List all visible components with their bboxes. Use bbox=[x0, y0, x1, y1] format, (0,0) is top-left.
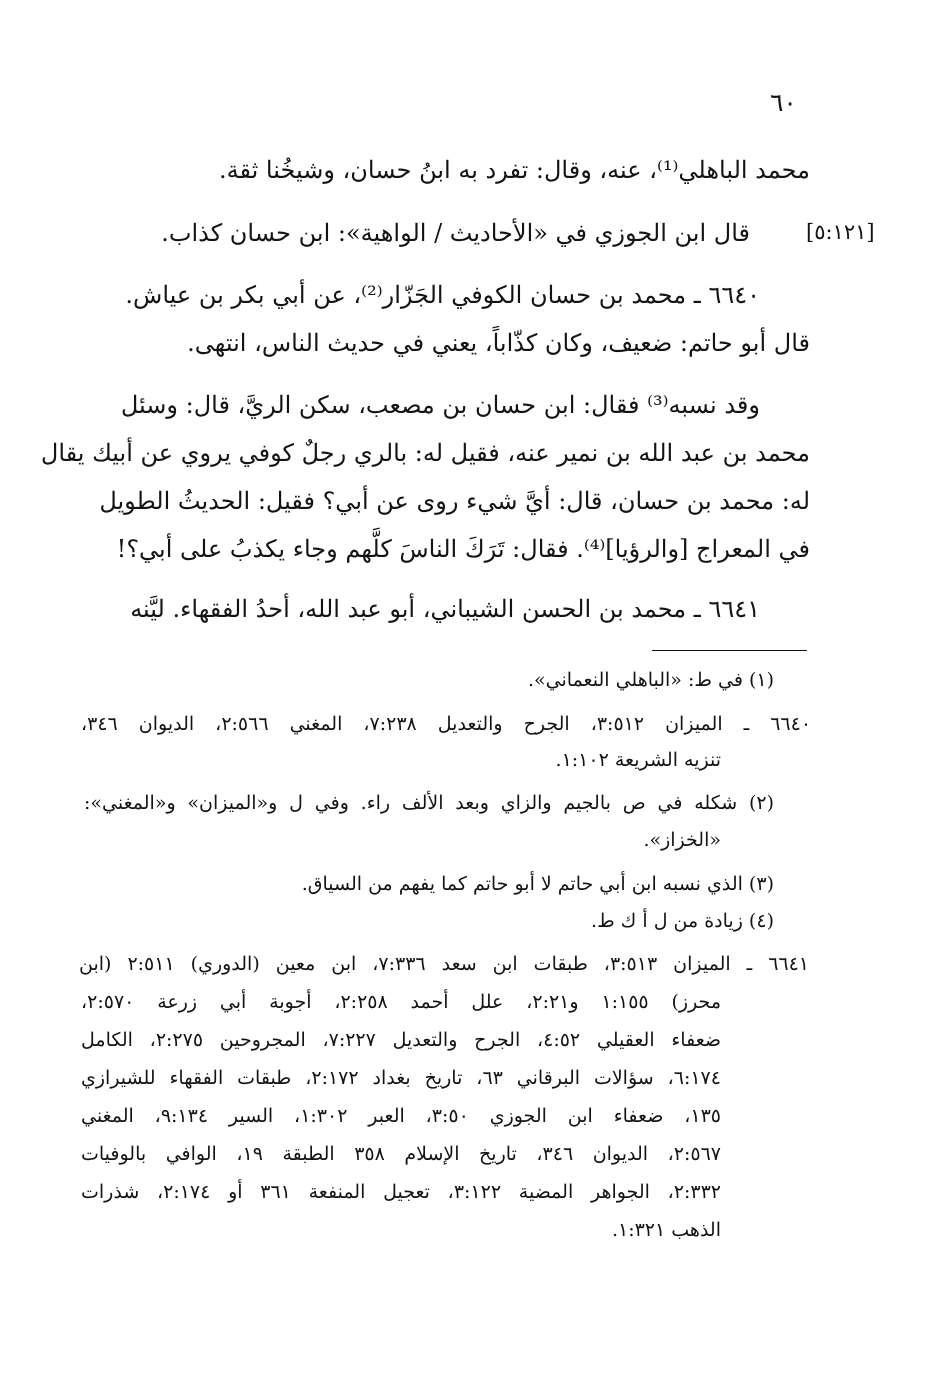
footnote-source: ٢:٣٣٢، الجواهر المضية ٣:١٢٢، تعجيل المنفعة ٣٦١ أو ٢:١٧٤، شذرات bbox=[81, 1181, 721, 1203]
footnote-source: تنزيه الشريعة ١:١٠٢. bbox=[555, 749, 721, 771]
footnote-source: ١٣٥، ضعفاء ابن الجوزي ٣:٥٠، العبر ١:٣٠٢، السير ٩:١٣٤، المغني bbox=[81, 1105, 721, 1127]
footnote: «الخزاز». bbox=[643, 829, 721, 851]
footnote: (٢) شكله في ص بالجيم والزاي وبعد الألف راء. وفي ل و«الميزان» و«المغني»: bbox=[84, 792, 774, 814]
footnote: (١) في ط: «الباهلي النعماني». bbox=[528, 669, 774, 691]
body-line: في المعراج [والرؤيا]⁽⁴⁾. فقال: تَرَكَ الناسَ كلَّهم وجاء يكذبُ على أبي؟! bbox=[116, 535, 810, 563]
footnote: (٣) الذي نسبه ابن أبي حاتم لا أبو حاتم كما يفهم من السياق. bbox=[301, 873, 774, 895]
footnote-source: ضعفاء العقيلي ٤:٥٢، الجرح والتعديل ٧:٢٢٧، المجروحين ٢:٢٧٥، الكامل bbox=[81, 1029, 722, 1051]
footnote: (٤) زيادة من ل أ ك ط. bbox=[591, 910, 774, 932]
footnote-source: ٦٦٤٠ ـ الميزان ٣:٥١٢، الجرح والتعديل ٧:٢٣٨، المغني ٢:٥٦٦، الديوان ٣٤٦، bbox=[81, 713, 812, 735]
body-line: قال أبو حاتم: ضعيف، وكان كذّاباً، يعني في حديث الناس، انتهى. bbox=[187, 329, 810, 357]
footnote-source: الذهب ١:٣٢١. bbox=[611, 1219, 721, 1241]
page-number: ٦٠ bbox=[770, 88, 797, 117]
footnote-source: محرز) ١:١٥٥ و٢:٢١، علل أحمد ٢:٢٥٨، أجوبة أبي زرعة ٢:٥٧٠، bbox=[81, 991, 721, 1013]
body-line: وقد نسبه⁽³⁾ فقال: ابن حسان بن مصعب، سكن الريَّ، قال: وسئل bbox=[120, 391, 760, 419]
body-line: له: محمد بن حسان، قال: أيَّ شيء روى عن أبي؟ فقيل: الحديثُ الطويل bbox=[99, 487, 810, 515]
footnote-source: ٦:١٧٤، سؤالات البرقاني ٦٣، تاريخ بغداد ٢:١٧٢، طبقات الفقهاء للشيرازي bbox=[81, 1067, 721, 1089]
side-reference: [٥:١٢١] bbox=[806, 220, 875, 244]
footnote-source: ٦٦٤١ ـ الميزان ٣:٥١٣، طبقات ابن سعد ٧:٣٣٦، ابن معين (الدوري) ٢:٥١١ (ابن bbox=[79, 953, 810, 975]
body-line: محمد بن عبد الله بن نمير عنه، فقيل له: بالري رجلٌ كوفي يروي عن أبيك يقال bbox=[40, 439, 810, 467]
body-line: قال ابن الجوزي في «الأحاديث / الواهية»: ابن حسان كذاب. bbox=[161, 219, 750, 247]
entry-6641-heading: ٦٦٤١ ـ محمد بن الحسن الشيباني، أبو عبد الله، أحدُ الفقهاء. ليَّنه bbox=[130, 595, 760, 623]
footnote-source: ٢:٥٦٧، الديوان ٣٤٦، تاريخ الإسلام ٣٥٨ الطبقة ١٩، الوافي بالوفيات bbox=[81, 1143, 721, 1165]
entry-6640-heading: ٦٦٤٠ ـ محمد بن حسان الكوفي الجَزّار⁽²⁾، عن أبي بكر بن عياش. bbox=[125, 281, 760, 309]
footnote-separator bbox=[652, 650, 807, 651]
body-line: محمد الباهلي⁽¹⁾، عنه، وقال: تفرد به ابنُ حسان، وشيخُنا ثقة. bbox=[218, 156, 810, 184]
